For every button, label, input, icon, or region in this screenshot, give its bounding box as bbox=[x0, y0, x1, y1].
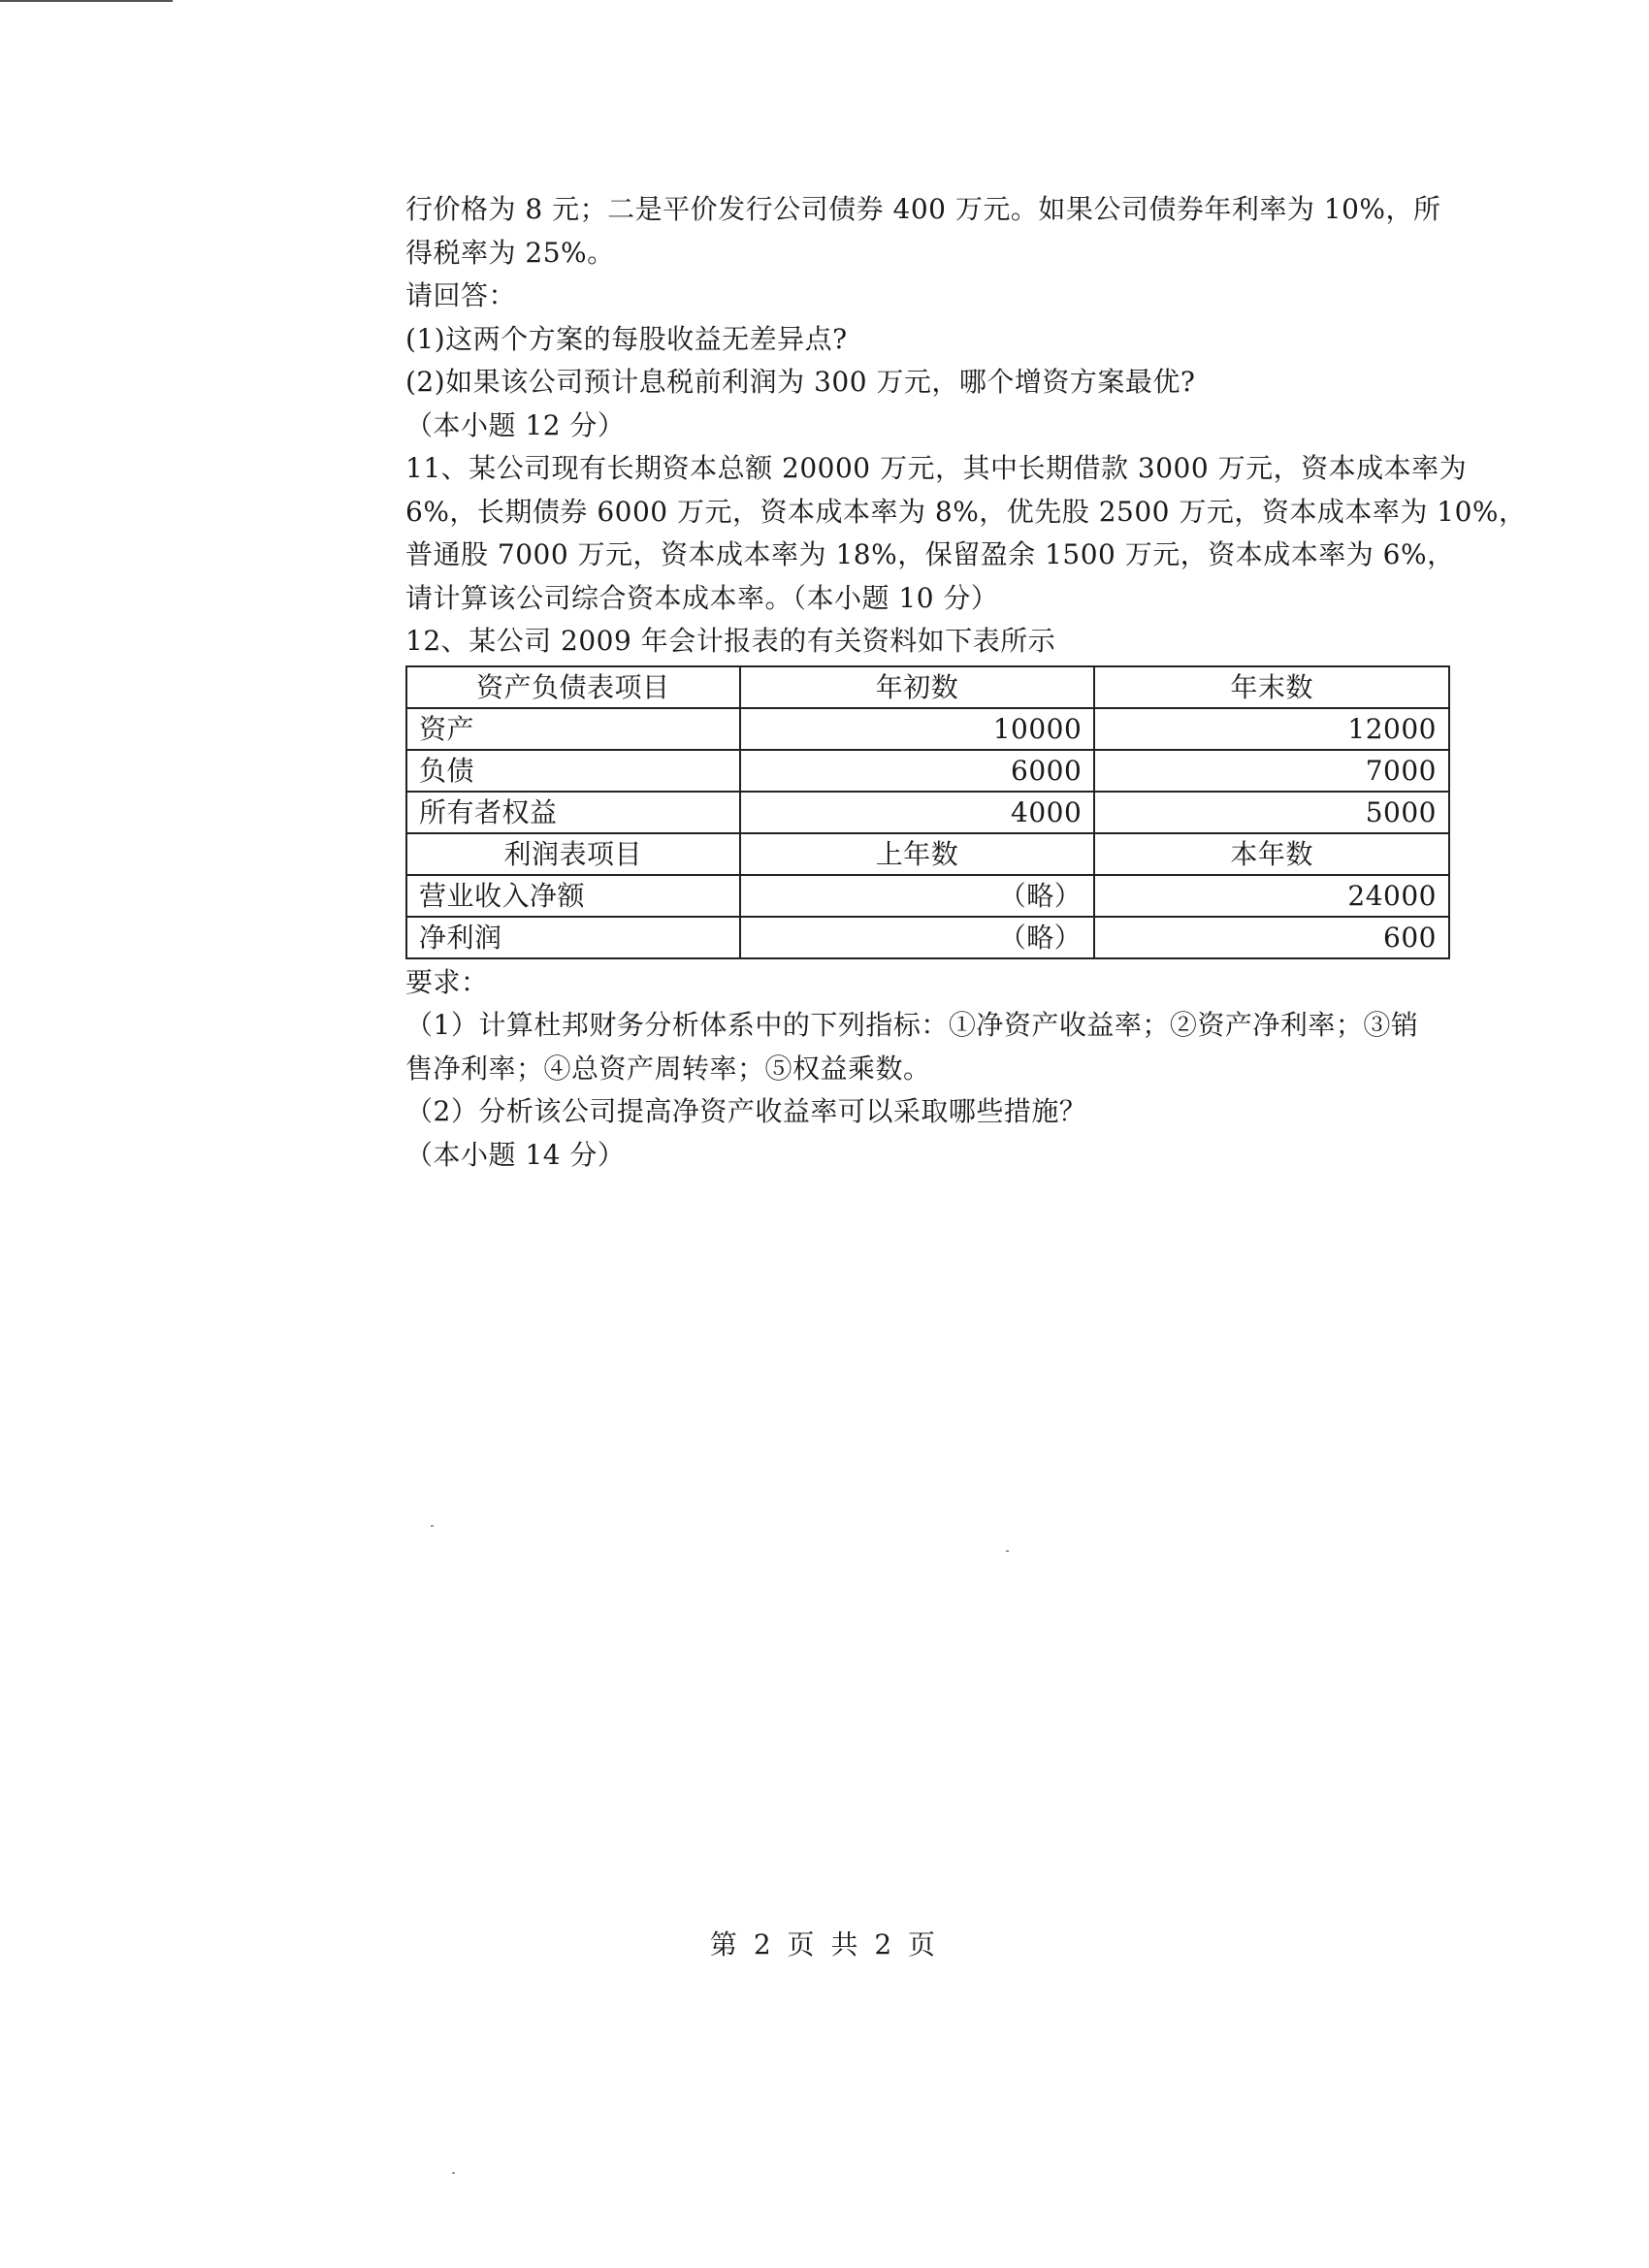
text-line: 行价格为 8 元；二是平价发行公司债券 400 万元。如果公司债券年利率为 10%，所 bbox=[405, 193, 1441, 225]
text-line: 11、某公司现有长期资本总额 20000 万元，其中长期借款 3000 万元，资本成本率为 bbox=[405, 452, 1468, 484]
text-line: (2)如果该公司预计息税前利润为 300 万元，哪个增资方案最优? bbox=[405, 366, 1196, 398]
text-line: 售净利率；④总资产周转率；⑤权益乘数。 bbox=[405, 1052, 931, 1085]
text-line: 请回答： bbox=[405, 279, 517, 311]
table-header-cell: 年末数 bbox=[1094, 666, 1449, 708]
table-header-row bbox=[406, 666, 1449, 708]
text-line: 得税率为 25%。 bbox=[405, 236, 615, 269]
page-number-footer: 第 2 页 共 2 页 bbox=[709, 1928, 940, 1960]
table-row bbox=[406, 875, 1449, 917]
scan-speck bbox=[431, 1525, 434, 1527]
table-header-cell: 利润表项目 bbox=[406, 833, 740, 875]
text-line: （2）分析该公司提高净资产收益率可以采取哪些措施？ bbox=[405, 1095, 1087, 1127]
table-row bbox=[406, 708, 1449, 750]
text-line: (1)这两个方案的每股收益无差异点? bbox=[405, 322, 848, 355]
table-cell: 24000 bbox=[1094, 875, 1449, 917]
table-row bbox=[406, 917, 1449, 958]
table-cell: 5000 bbox=[1094, 792, 1449, 833]
text-line: （本小题 12 分） bbox=[405, 408, 626, 441]
table-header-cell: 资产负债表项目 bbox=[406, 666, 740, 708]
scan-speck bbox=[452, 2172, 455, 2174]
financial-report-table bbox=[405, 665, 1450, 959]
text-line: 普通股 7000 万元，资本成本率为 18%，保留盈余 1500 万元，资本成本率为 6%， bbox=[405, 538, 1455, 570]
exam-content bbox=[405, 188, 1527, 1177]
table-cell: （略） bbox=[740, 917, 1095, 958]
table-cell: 负债 bbox=[406, 750, 740, 792]
table-cell: 7000 bbox=[1094, 750, 1449, 792]
text-line: 12、某公司 2009 年会计报表的有关资料如下表所示 bbox=[405, 625, 1056, 657]
text-line: 6%，长期债券 6000 万元，资本成本率为 8%，优先股 2500 万元，资本成本率为 10%， bbox=[405, 495, 1527, 528]
table-cell: 营业收入净额 bbox=[406, 875, 740, 917]
table-cell: （略） bbox=[740, 875, 1095, 917]
table-cell: 4000 bbox=[740, 792, 1095, 833]
table-cell: 资产 bbox=[406, 708, 740, 750]
table-header-cell: 本年数 bbox=[1094, 833, 1449, 875]
table-cell: 净利润 bbox=[406, 917, 740, 958]
table-cell: 12000 bbox=[1094, 708, 1449, 750]
scan-top-rule bbox=[0, 0, 173, 2]
table-cell: 6000 bbox=[740, 750, 1095, 792]
table-header-cell: 上年数 bbox=[740, 833, 1095, 875]
text-line: （1）计算杜邦财务分析体系中的下列指标：①净资产收益率；②资产净利率；③销 bbox=[405, 1009, 1419, 1041]
table-header-row bbox=[406, 833, 1449, 875]
text-line: （本小题 14 分） bbox=[405, 1138, 626, 1171]
text-line: 请计算该公司综合资本成本率。（本小题 10 分） bbox=[405, 581, 999, 614]
table-cell: 10000 bbox=[740, 708, 1095, 750]
table-row bbox=[406, 792, 1449, 833]
table-header-cell: 年初数 bbox=[740, 666, 1095, 708]
scan-speck bbox=[1006, 1550, 1009, 1552]
table-cell: 所有者权益 bbox=[406, 792, 740, 833]
table-cell: 600 bbox=[1094, 917, 1449, 958]
table-row bbox=[406, 750, 1449, 792]
text-line: 要求： bbox=[405, 965, 489, 998]
